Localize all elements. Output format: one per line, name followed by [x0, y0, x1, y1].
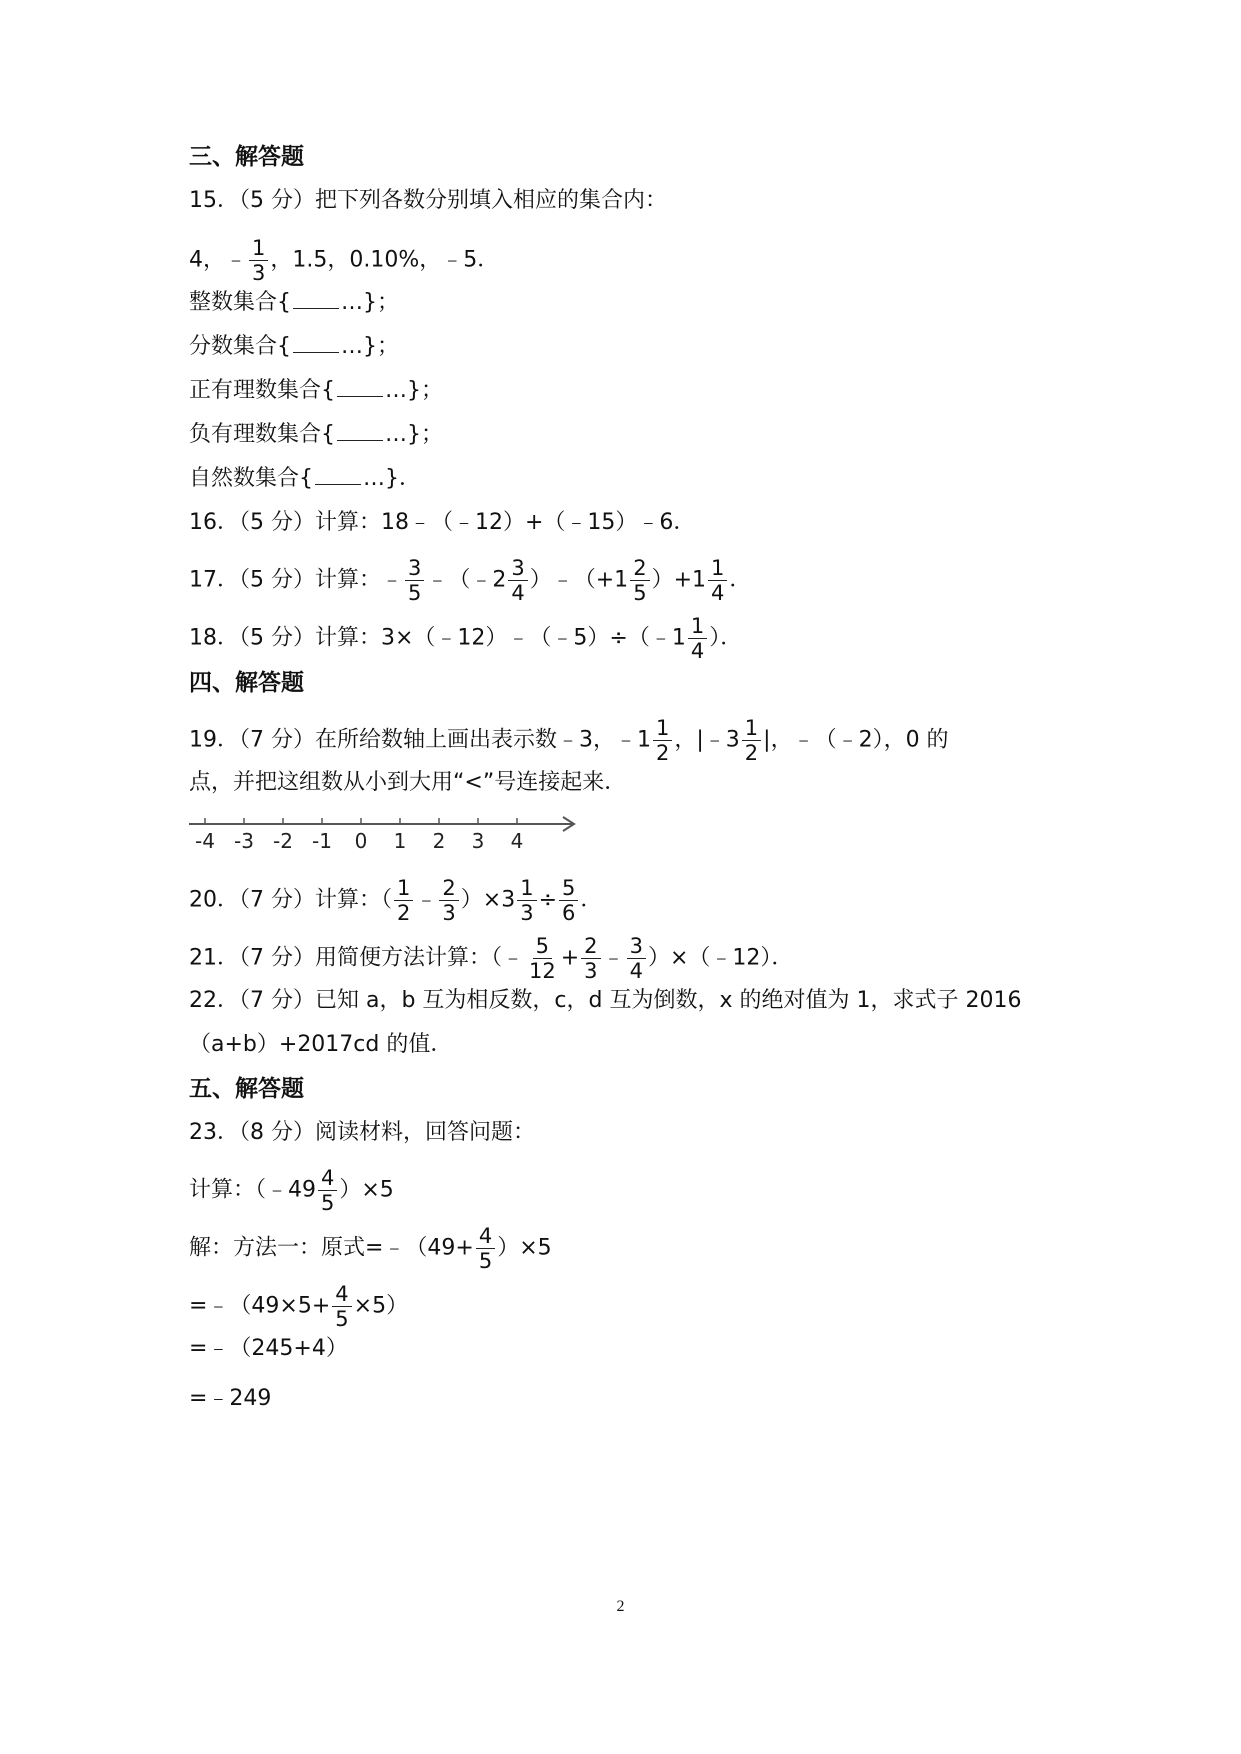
- question-15: 15．（5 分）把下列各数分别填入相应的集合内：: [189, 188, 667, 213]
- axis-tick-label: -4: [195, 829, 215, 853]
- answer-blank[interactable]: [293, 334, 339, 353]
- fraction: $\frac{3}{4}$: [508, 556, 527, 605]
- set-integers: 整数集合{ …}；: [189, 290, 399, 315]
- answer-blank[interactable]: [315, 466, 361, 485]
- fraction: $\frac{4}{5}$: [318, 1166, 337, 1215]
- question-21: 21．（7 分）用简便方法计算：（﹣ $\frac{5}{12}$ + $\frac{2}{3}$ ﹣ $\frac{3}{4}$ ）×（﹣12）．: [189, 934, 794, 983]
- question-23: 23．（8 分）阅读材料，回答问题：: [189, 1120, 535, 1145]
- solution-step-1: =﹣（49×5+ $\frac{4}{5}$ ×5）: [189, 1282, 409, 1331]
- fraction: $\frac{4}{5}$: [332, 1282, 351, 1331]
- section-4-heading: 四、解答题: [189, 670, 304, 696]
- question-22-line2: （a+b）+2017cd 的值．: [189, 1032, 453, 1057]
- axis-tick-label: 3: [471, 829, 485, 853]
- fraction: $\frac{4}{5}$: [476, 1224, 495, 1273]
- question-16: 16．（5 分）计算：18﹣（﹣12）+（﹣15）﹣6．: [189, 510, 696, 535]
- answer-blank[interactable]: [337, 378, 383, 397]
- solution-method-1: 解：方法一：原式=﹣（49+ $\frac{4}{5}$ ）×5: [189, 1224, 552, 1273]
- page-number: 2: [616, 1598, 625, 1615]
- calc-expression: 计算：（﹣49 $\frac{4}{5}$ ）×5: [189, 1166, 394, 1215]
- set-negative-rationals: 负有理数集合{ …}；: [189, 422, 443, 447]
- solution-step-2: =﹣（245+4）: [189, 1336, 348, 1361]
- question-19-line2: 点，并把这组数从小到大用“<”号连接起来．: [189, 770, 627, 795]
- fraction: $\frac{1}{2}$: [653, 716, 672, 765]
- question-17: 17．（5 分）计算：﹣ $\frac{3}{5}$ ﹣（﹣2 $\frac{3}{4}$ ）﹣（+1 $\frac{2}{5}$ ）+1 $\frac{1}{4}$ ．: [189, 556, 752, 605]
- question-20: 20．（7 分）计算：（ $\frac{1}{2}$ ﹣ $\frac{2}{3}$ ）×3 $\frac{1}{3}$ ÷ $\frac{5}{6}$ ．: [189, 876, 603, 925]
- section-3-heading: 三、解答题: [189, 144, 304, 170]
- question-19: 19．（7 分）在所给数轴上画出表示数﹣3，﹣1 $\frac{1}{2}$ ，|﹣3 $\frac{1}{2}$ |，﹣（﹣2），0 的: [189, 716, 949, 765]
- question-18: 18．（5 分）计算：3×（﹣12）﹣（﹣5）÷（﹣1 $\frac{1}{4}$ ）．: [189, 614, 743, 663]
- question-22: 22．（7 分）已知 a，b 互为相反数，c，d 互为倒数，x 的绝对值为 1，求式子 2016: [189, 988, 1022, 1013]
- section-5-heading: 五、解答题: [189, 1076, 304, 1102]
- axis-tick-label: -1: [312, 829, 332, 853]
- question-15-numbers: 4，﹣ $\frac{1}{3}$ ，1.5，0.10%，﹣5．: [189, 236, 500, 285]
- set-fractions: 分数集合{ …}；: [189, 334, 399, 359]
- axis-tick-label: 1: [393, 829, 407, 853]
- axis-tick-label: -2: [273, 829, 293, 853]
- fraction: $\frac{5}{12}$: [529, 934, 556, 983]
- fraction: $\frac{5}{6}$: [559, 876, 578, 925]
- fraction: $\frac{3}{4}$: [627, 934, 646, 983]
- set-naturals: 自然数集合{ …}．: [189, 466, 421, 491]
- fraction: $\frac{1}{4}$: [688, 614, 707, 663]
- fraction: $\frac{3}{5}$: [405, 556, 424, 605]
- fraction: $\frac{2}{3}$: [439, 876, 458, 925]
- fraction: $\frac{1}{2}$: [742, 716, 761, 765]
- answer-blank[interactable]: [337, 422, 383, 441]
- answer-blank[interactable]: [293, 290, 339, 309]
- axis-tick-label: 2: [432, 829, 446, 853]
- fraction: $\frac{1}{3}$: [249, 236, 268, 285]
- fraction: $\frac{2}{3}$: [581, 934, 600, 983]
- fraction: $\frac{2}{5}$: [630, 556, 649, 605]
- axis-tick-label: -3: [234, 829, 254, 853]
- axis-tick-label: 4: [510, 829, 524, 853]
- fraction: $\frac{1}{3}$: [517, 876, 536, 925]
- fraction: $\frac{1}{4}$: [708, 556, 727, 605]
- fraction: $\frac{1}{2}$: [394, 876, 413, 925]
- set-positive-rationals: 正有理数集合{ …}；: [189, 378, 443, 403]
- number-line: [189, 812, 589, 862]
- solution-step-3: =﹣249: [189, 1386, 272, 1411]
- axis-tick-label: 0: [354, 829, 368, 853]
